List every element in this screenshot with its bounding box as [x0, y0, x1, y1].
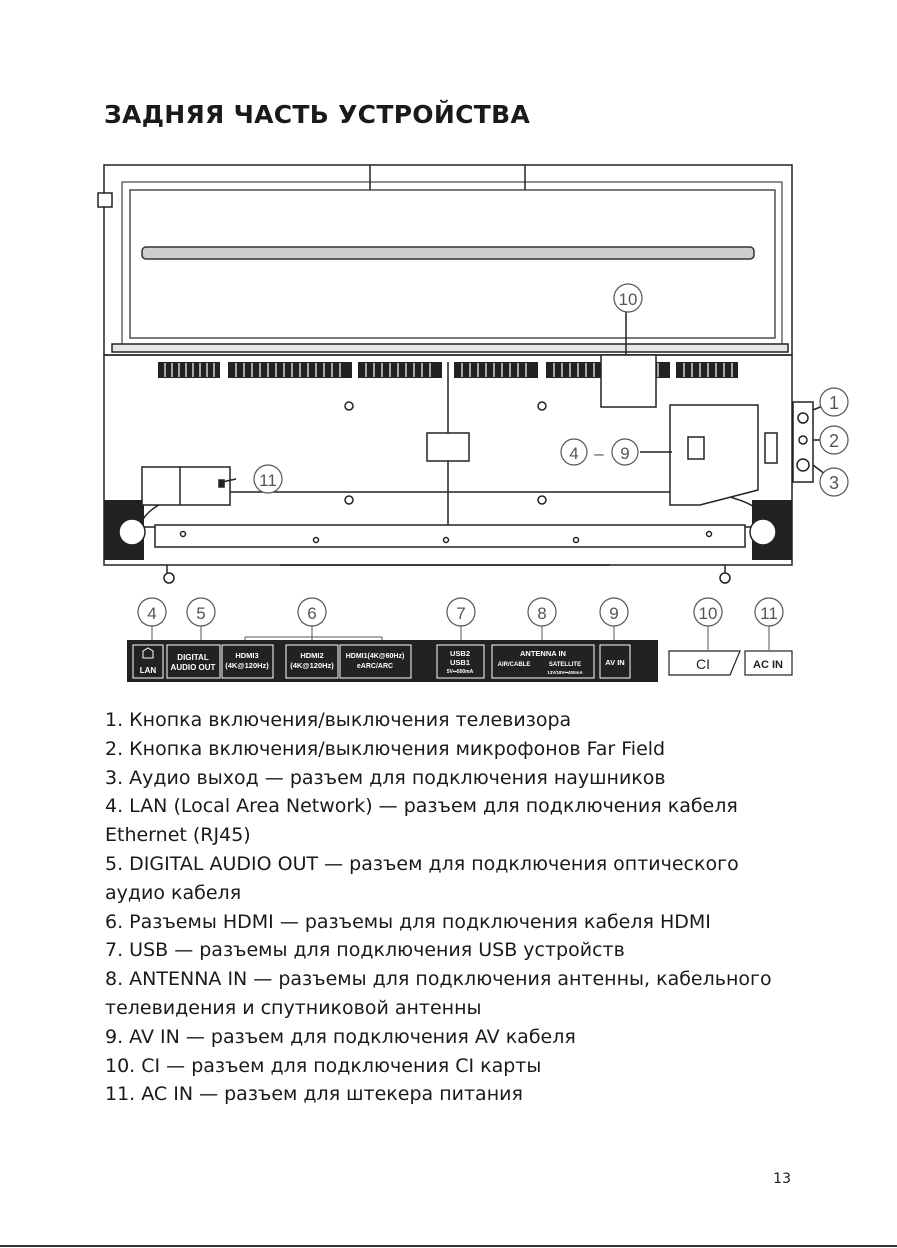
port-hdmi2-1: HDMI2: [300, 651, 324, 660]
desc-line: 2. Кнопка включения/выключения микрофонов Far Field: [105, 737, 666, 760]
strip-num-6: 6: [307, 604, 317, 623]
strip-num-4: 4: [147, 604, 157, 623]
callout-4: 4: [569, 444, 579, 463]
mount-bar: [142, 247, 754, 259]
side-buttons: [793, 402, 813, 482]
port-usb-3: 5V⎓500mA: [446, 669, 474, 675]
callout-3: 3: [828, 473, 840, 493]
upper-frame: [104, 165, 792, 355]
port-lan: LAN: [139, 666, 157, 675]
port-antenna-3: SATELLITE: [548, 662, 582, 668]
ac-module: [142, 467, 230, 505]
port-hdmi1-1: HDMI1(4K@60Hz): [345, 653, 405, 660]
desc-line: аудио кабеля: [105, 881, 242, 904]
desc-line: 11. AC IN — разъем для штекера питания: [105, 1083, 523, 1106]
port-usb-1: USB2: [449, 649, 471, 658]
desc-line: телевидения и спутниковой антенны: [105, 996, 482, 1019]
connector-module: [670, 405, 758, 505]
desc-line: 4. LAN (Local Area Network) — разъем для подключения кабеля: [105, 795, 738, 818]
port-antenna-2: AIR/CABLE: [497, 662, 531, 668]
desc-line: 9. AV IN — разъем для подключения AV кабеля: [105, 1025, 576, 1048]
desc-line: 1. Кнопка включения/выключения телевизора: [105, 709, 572, 731]
ci-module: [601, 355, 656, 407]
callout-11: 11: [259, 471, 277, 490]
port-digital-1: DIGITAL: [177, 653, 209, 662]
port-digital-2: AUDIO OUT: [170, 663, 216, 672]
descriptions-list: [105, 706, 805, 1109]
bottom-rule: [0, 1245, 897, 1247]
tv-back-panel: [98, 165, 830, 583]
page-number: 13: [773, 1171, 791, 1187]
desc-line: 8. ANTENNA IN — разъемы для подключения антенны, кабельного: [105, 968, 772, 991]
port-hdmi1-2: eARC/ARC: [356, 663, 394, 670]
port-acin: AC IN: [753, 659, 783, 671]
strip-num-9: 9: [609, 604, 619, 623]
desc-line: 6. Разъемы HDMI — разъемы для подключения кабеля HDMI: [105, 910, 711, 933]
desc-line: 7. USB — разъемы для подключения USB устройств: [105, 939, 625, 962]
callout-9: 9: [620, 444, 630, 463]
desc-line: 3. Аудио выход — разъем для подключения наушников: [105, 766, 666, 789]
callout-1: 1: [828, 393, 840, 413]
callout-dash: –: [594, 444, 604, 463]
port-hdmi2-2: (4K@120Hz): [290, 661, 334, 670]
port-antenna-4: 13V/18V⎓400mA: [547, 670, 583, 675]
callout-10: 10: [618, 290, 638, 309]
port-avin: AV IN: [605, 658, 625, 667]
desc-line: 5. DIGITAL AUDIO OUT — разъем для подключения оптического: [105, 852, 739, 875]
callout-2: 2: [828, 431, 840, 451]
port-hdmi3-1: HDMI3: [235, 651, 259, 660]
desc-line: Ethernet (RJ45): [105, 824, 251, 847]
strip-num-11: 11: [760, 604, 778, 623]
port-antenna-1: ANTENNA IN: [520, 649, 566, 658]
port-ci: CI: [696, 656, 710, 672]
strip-num-8: 8: [537, 604, 547, 623]
page-title: ЗАДНЯЯ ЧАСТЬ УСТРОЙСТВА: [104, 100, 531, 129]
strip-num-7: 7: [456, 604, 466, 623]
strip-num-5: 5: [196, 604, 206, 623]
desc-line: 10. CI — разъем для подключения CI карты: [105, 1054, 542, 1077]
port-usb-2: USB1: [449, 658, 471, 667]
port-hdmi3-2: (4K@120Hz): [225, 661, 269, 670]
strip-num-10: 10: [698, 604, 718, 623]
